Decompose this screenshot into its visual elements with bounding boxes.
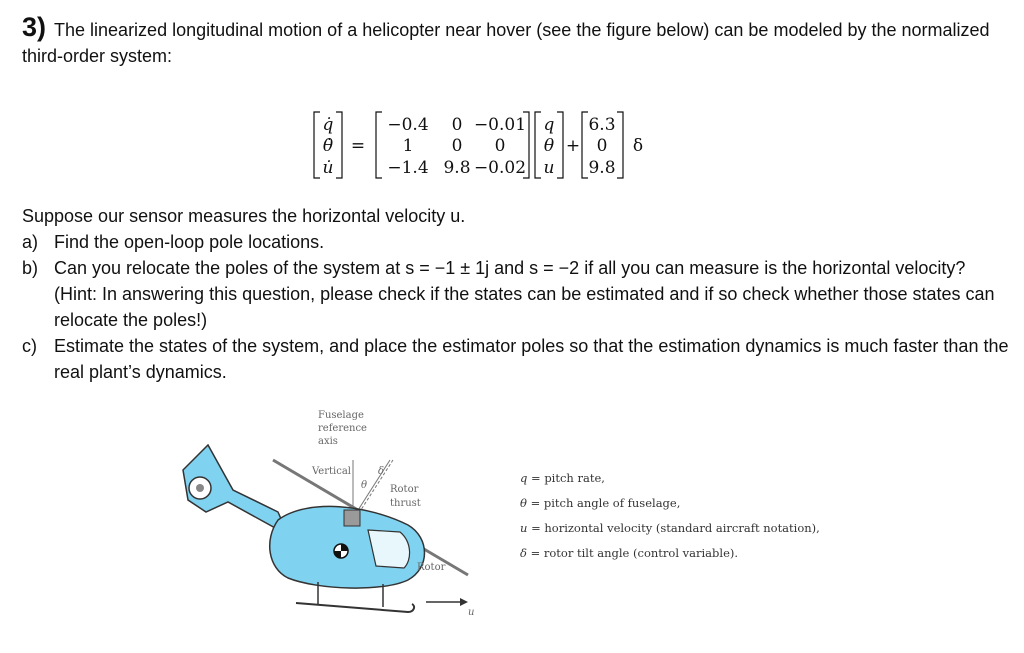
fuselage-label-line: axis	[318, 436, 338, 447]
legend-item: δ = rotor tilt angle (control variable).	[520, 546, 739, 560]
part-label: b)	[22, 258, 39, 278]
part-label: c)	[22, 336, 37, 356]
part-text: Find the open-loop pole locations.	[54, 232, 325, 252]
part-text: Can you relocate the poles of the system at s = −1 ± 1j and s = −2 if all you can measure is the horizontal velocity? (Hint: In answering this question, please check if the states can be estimated and if so check whether those states can relocate the poles!)	[54, 258, 995, 330]
rotor-thrust-label-line: thrust	[390, 498, 421, 509]
state-u: u	[543, 158, 555, 178]
matrix-a-cell: −0.4	[387, 115, 429, 135]
matrix-b-cell: 6.3	[588, 115, 616, 135]
part-text: Estimate the states of the system, and place the estimator poles so that the estimation dynamics is much faster than the real plant’s dynamics.	[54, 336, 1009, 382]
matrix-b-cell: 0	[596, 136, 608, 156]
state-dot-u: u̇	[322, 158, 334, 178]
intro-text: The linearized longitudinal motion of a helicopter near hover (see the figure below) can be modeled by the normalized third-order system:	[22, 20, 990, 66]
legend-item: θ = pitch angle of fuselage,	[520, 496, 681, 510]
part-b	[22, 255, 1012, 333]
question-intro	[22, 14, 1002, 69]
input-delta: δ	[632, 136, 644, 156]
theta-label: θ	[361, 480, 368, 491]
figure-legend	[520, 466, 820, 566]
part-c	[22, 333, 1012, 385]
state-theta: θ	[543, 136, 555, 156]
rotor-thrust-label-line: Rotor	[390, 484, 419, 495]
fuselage-label-line: reference	[318, 423, 367, 434]
matrix-a-cell: −1.4	[387, 158, 429, 178]
question-number: 3)	[22, 12, 47, 42]
fuselage-label-line: Fuselage	[318, 410, 364, 421]
state-space-equation	[290, 103, 710, 183]
matrix-a-cell: 0	[494, 136, 506, 156]
legend-item: q = pitch rate,	[520, 471, 605, 485]
part-a	[22, 229, 1012, 255]
matrix-a-cell: 9.8	[443, 158, 471, 178]
plus-sign: +	[565, 136, 581, 156]
legend-item: u = horizontal velocity (standard aircraft notation),	[520, 521, 820, 535]
question-body	[22, 203, 1012, 385]
matrix-a-cell: −0.02	[473, 158, 527, 178]
state-q: q	[543, 115, 555, 135]
sensor-statement: Suppose our sensor measures the horizontal velocity u.	[22, 206, 466, 226]
helicopter-figure	[168, 400, 498, 630]
state-dot-q: q̇	[322, 115, 334, 135]
equals-sign: =	[350, 136, 366, 156]
velocity-u-label: u	[468, 607, 475, 618]
matrix-b-cell: 9.8	[588, 158, 616, 178]
state-dot-theta: θ̇	[322, 136, 334, 156]
part-label: a)	[22, 232, 39, 252]
matrix-a-cell: 1	[402, 136, 414, 156]
rotor-label: Rotor	[417, 562, 446, 573]
delta-label: δ	[378, 466, 385, 477]
rotor-hub-icon	[344, 510, 360, 526]
matrix-a-cell: 0	[451, 115, 463, 135]
vertical-label: Vertical	[312, 466, 351, 477]
matrix-a-cell: −0.01	[473, 115, 527, 135]
matrix-a-cell: 0	[451, 136, 463, 156]
